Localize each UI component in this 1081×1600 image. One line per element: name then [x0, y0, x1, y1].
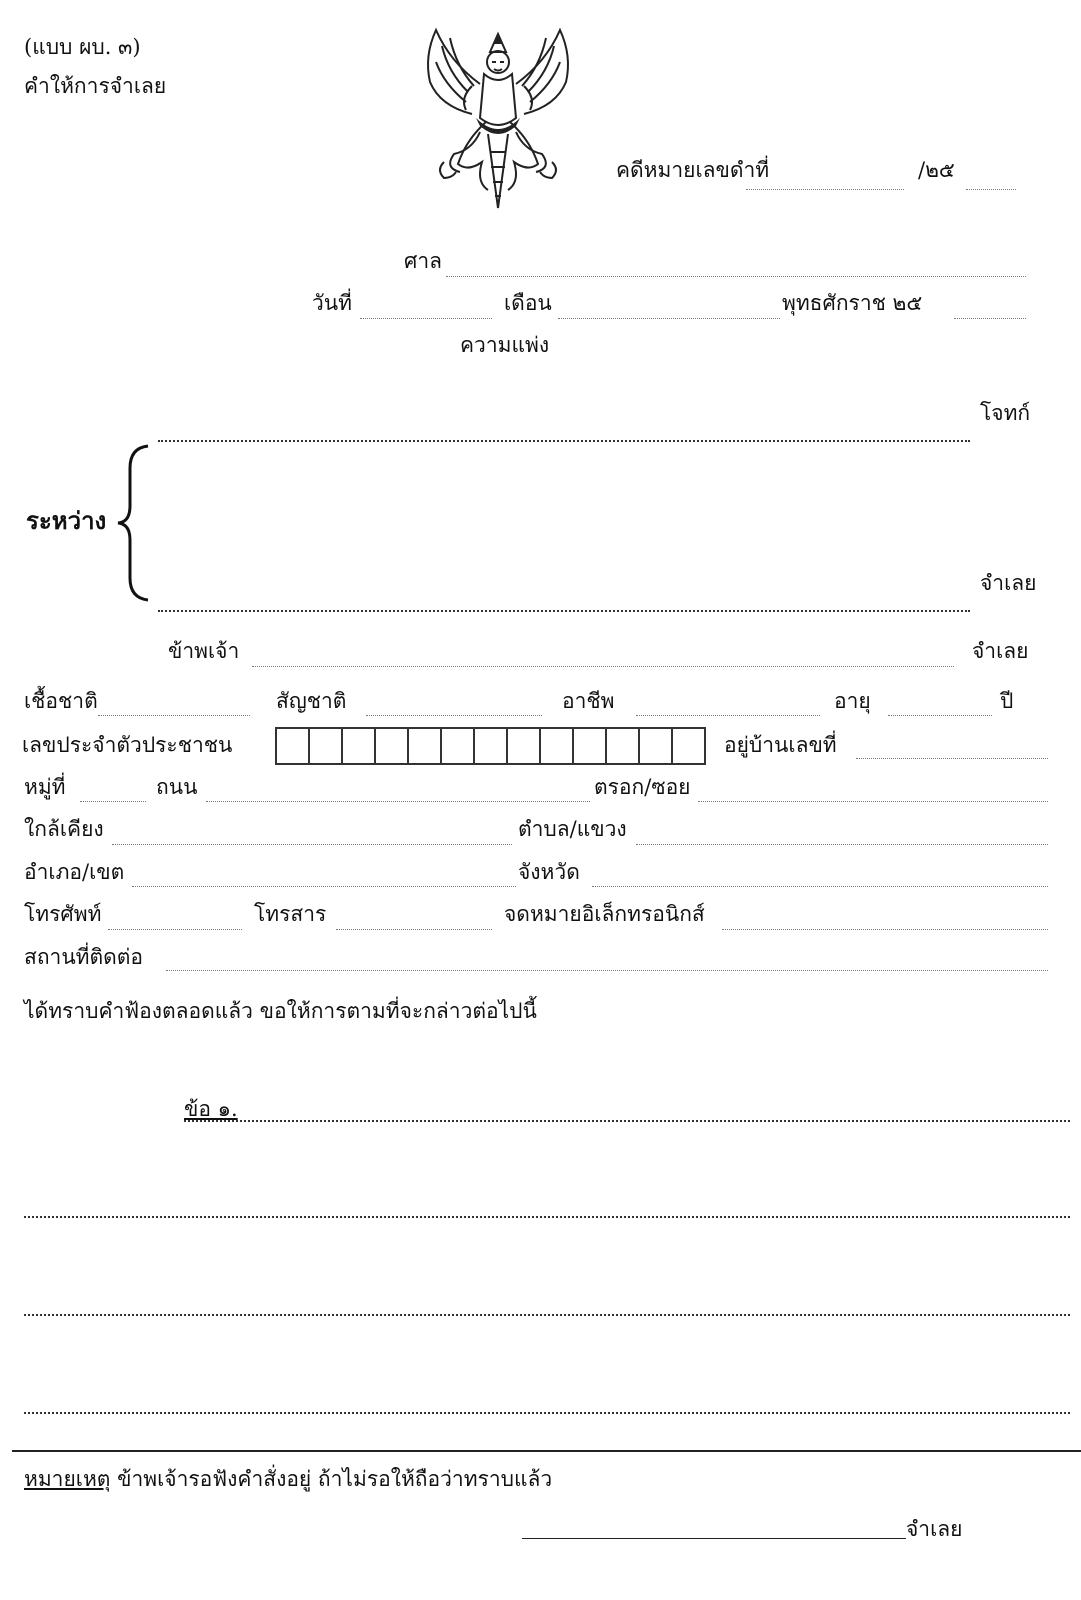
- id-digit-box[interactable]: [605, 727, 640, 765]
- case-type: ความแพ่ง: [460, 333, 550, 357]
- item1-field[interactable]: [184, 1120, 1070, 1122]
- date-field[interactable]: [360, 318, 492, 319]
- fax-label: โทรสาร: [254, 902, 327, 926]
- age-label: อายุ: [834, 689, 871, 713]
- i-defendant-label: จำเลย: [972, 639, 1029, 663]
- id-digit-box[interactable]: [539, 727, 574, 765]
- occupation-field[interactable]: [636, 715, 820, 716]
- date-label: วันที่: [312, 291, 352, 315]
- month-label: เดือน: [504, 291, 552, 315]
- age-field[interactable]: [888, 715, 992, 716]
- contact-label: สถานที่ติดต่อ: [24, 945, 144, 969]
- moo-label: หมู่ที่: [24, 775, 66, 799]
- case-number-field[interactable]: [746, 189, 904, 190]
- district-field[interactable]: [132, 886, 516, 887]
- plaintiff-field[interactable]: [158, 440, 970, 442]
- id-digit-box[interactable]: [572, 727, 607, 765]
- race-label: เชื้อชาติ: [24, 689, 98, 713]
- statement-line[interactable]: [24, 1314, 1070, 1316]
- email-field[interactable]: [722, 929, 1048, 930]
- defendant-label: จำเลย: [980, 571, 1037, 595]
- near-field[interactable]: [112, 844, 512, 845]
- form-code: (แบบ ผบ. ๓): [24, 35, 141, 59]
- court-label: ศาล: [404, 249, 442, 273]
- road-field[interactable]: [206, 801, 590, 802]
- year-field[interactable]: [954, 318, 1026, 319]
- plaintiff-label: โจทก์: [980, 401, 1031, 425]
- id-number-boxes[interactable]: [275, 727, 704, 765]
- statement-text: ได้ทราบคำฟ้องตลอดแล้ว ขอให้การตามที่จะกล่าวต่อไปนี้: [24, 999, 537, 1023]
- year-unit-label: ปี: [1000, 689, 1014, 713]
- race-field[interactable]: [98, 715, 250, 716]
- phone-field[interactable]: [108, 929, 242, 930]
- form-title: คำให้การจำเลย: [24, 74, 167, 98]
- note-line: [24, 1466, 552, 1492]
- case-number-label: คดีหมายเลขดำที่: [616, 158, 770, 182]
- province-label: จังหวัด: [518, 860, 580, 884]
- court-field[interactable]: [446, 276, 1026, 277]
- between-label: ระหว่าง: [26, 506, 107, 535]
- near-label: ใกล้เคียง: [24, 817, 104, 841]
- brace-icon: [116, 444, 152, 602]
- year-label: พุทธศักราช ๒๕: [782, 291, 923, 315]
- soi-field[interactable]: [698, 801, 1048, 802]
- id-digit-box[interactable]: [473, 727, 508, 765]
- garuda-emblem-icon: [410, 22, 586, 214]
- fax-field[interactable]: [336, 929, 492, 930]
- subdistrict-label: ตำบล/แขวง: [518, 817, 627, 841]
- nationality-field[interactable]: [366, 715, 542, 716]
- house-no-label: อยู่บ้านเลขที่: [724, 733, 837, 757]
- item1-label: ข้อ ๑.: [184, 1097, 238, 1121]
- id-label: เลขประจำตัวประชาชน: [22, 733, 233, 757]
- id-digit-box[interactable]: [374, 727, 409, 765]
- signature-label: จำเลย: [906, 1517, 963, 1541]
- id-digit-box[interactable]: [506, 727, 541, 765]
- id-digit-box[interactable]: [275, 727, 310, 765]
- nationality-label: สัญชาติ: [276, 689, 347, 713]
- house-no-field[interactable]: [856, 758, 1048, 759]
- road-label: ถนน: [156, 775, 198, 799]
- note-label: หมายเหตุ: [24, 1467, 111, 1491]
- subdistrict-field[interactable]: [636, 844, 1048, 845]
- case-year-field[interactable]: [966, 189, 1016, 190]
- phone-label: โทรศัพท์: [24, 902, 102, 926]
- moo-field[interactable]: [80, 801, 146, 802]
- statement-line[interactable]: [24, 1216, 1070, 1218]
- id-digit-box[interactable]: [341, 727, 376, 765]
- occupation-label: อาชีพ: [562, 689, 615, 713]
- email-label: จดหมายอิเล็กทรอนิกส์: [504, 902, 705, 926]
- contact-field[interactable]: [166, 970, 1048, 971]
- statement-line[interactable]: [24, 1412, 1070, 1414]
- case-year-prefix: /๒๕: [918, 158, 955, 182]
- id-digit-box[interactable]: [407, 727, 442, 765]
- district-label: อำเภอ/เขต: [24, 860, 125, 884]
- province-field[interactable]: [592, 886, 1048, 887]
- signature-line[interactable]: [522, 1538, 906, 1539]
- i-label: ข้าพเจ้า: [168, 639, 240, 663]
- id-digit-box[interactable]: [440, 727, 475, 765]
- name-field[interactable]: [252, 666, 954, 667]
- soi-label: ตรอก/ซอย: [594, 775, 691, 799]
- note-text: ข้าพเจ้ารอฟังคำสั่งอยู่ ถ้าไม่รอให้ถือว่าทราบแล้ว: [110, 1467, 553, 1491]
- month-field[interactable]: [558, 318, 780, 319]
- id-digit-box[interactable]: [308, 727, 343, 765]
- id-digit-box[interactable]: [671, 727, 706, 765]
- id-digit-box[interactable]: [638, 727, 673, 765]
- defendant-field[interactable]: [158, 610, 970, 612]
- footer-divider: [12, 1450, 1081, 1452]
